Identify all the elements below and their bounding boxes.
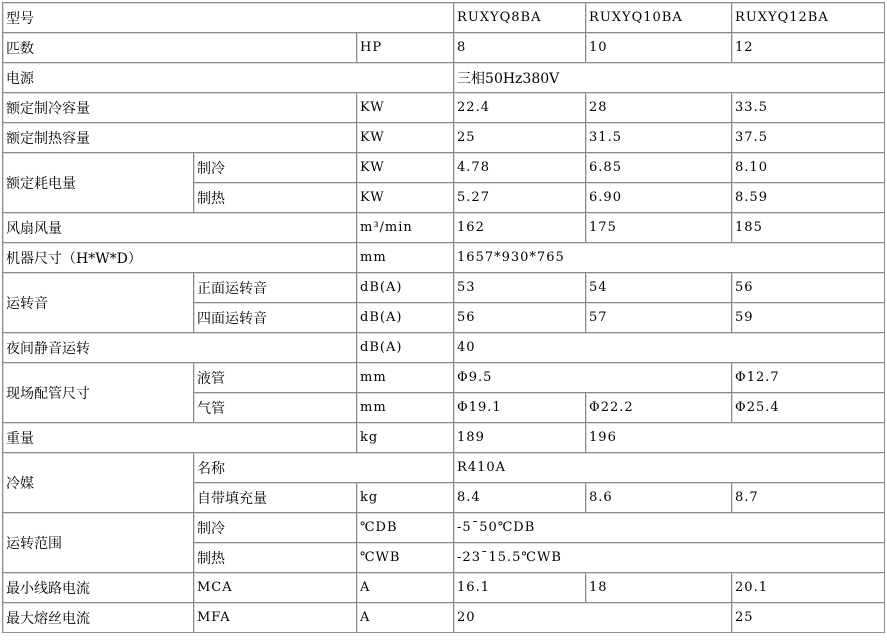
hp-value-3: 12 <box>732 33 885 63</box>
mfa-label: 最大熔丝电流 <box>3 603 194 633</box>
noise-four-value-3: 59 <box>732 303 885 333</box>
refrigerant-label: 冷媒 <box>3 453 194 513</box>
refrigerant-charge-unit: kg <box>357 483 454 513</box>
model-2: RUXYQ10BA <box>586 3 732 33</box>
piping-gas-value-3: Φ25.4 <box>732 393 885 423</box>
mfa-unit: A <box>357 603 454 633</box>
dimensions-unit: mm <box>357 243 454 273</box>
airflow-label: 风扇风量 <box>3 213 357 243</box>
power-use-heating-value-2: 6.90 <box>586 183 732 213</box>
range-label: 运转范围 <box>3 513 194 573</box>
mca-value-3: 20.1 <box>732 573 885 603</box>
noise-four-value-2: 57 <box>586 303 732 333</box>
table-row-refrigerant-name <box>3 453 885 483</box>
table-row-power-use-cooling <box>3 153 885 183</box>
table-row-mca <box>3 573 885 603</box>
heat-cap-unit: KW <box>357 123 454 153</box>
hp-value-2: 10 <box>586 33 732 63</box>
mca-code: MCA <box>194 573 357 603</box>
mfa-value-1: 20 <box>454 603 732 633</box>
range-heating-label: 制热 <box>194 543 357 573</box>
airflow-unit: m³/min <box>357 213 454 243</box>
night-value: 40 <box>454 333 885 363</box>
piping-liquid-unit: mm <box>357 363 454 393</box>
range-cooling-label: 制冷 <box>194 513 357 543</box>
airflow-value-3: 185 <box>732 213 885 243</box>
table-row-model <box>3 3 885 33</box>
noise-front-label: 正面运转音 <box>194 273 357 303</box>
refrigerant-name-label: 名称 <box>194 453 454 483</box>
hp-value-1: 8 <box>454 33 586 63</box>
cool-cap-value-1: 22.4 <box>454 93 586 123</box>
table-row-noise-front <box>3 273 885 303</box>
airflow-value-1: 162 <box>454 213 586 243</box>
piping-label: 现场配管尺寸 <box>3 363 194 423</box>
piping-liquid-label: 液管 <box>194 363 357 393</box>
night-label: 夜间静音运转 <box>3 333 357 363</box>
range-heating-value: -23¯15.5℃WB <box>454 543 885 573</box>
refrigerant-charge-value-3: 8.7 <box>732 483 885 513</box>
table-row-range-cooling <box>3 513 885 543</box>
hp-label: 匹数 <box>3 33 357 63</box>
refrigerant-name-value: R410A <box>454 453 885 483</box>
power-value: 三相50Hz380V <box>454 63 885 93</box>
piping-gas-label: 气管 <box>194 393 357 423</box>
airflow-value-2: 175 <box>586 213 732 243</box>
noise-front-value-2: 54 <box>586 273 732 303</box>
power-use-heating-label: 制热 <box>194 183 357 213</box>
weight-value-2: 196 <box>586 423 885 453</box>
mfa-value-2: 25 <box>732 603 885 633</box>
table-row-cool-cap <box>3 93 885 123</box>
table-row-heat-cap <box>3 123 885 153</box>
weight-value-1: 189 <box>454 423 586 453</box>
power-use-cooling-value-2: 6.85 <box>586 153 732 183</box>
dimensions-label: 机器尺寸（H*W*D） <box>3 243 357 273</box>
heat-cap-value-1: 25 <box>454 123 586 153</box>
spec-table <box>2 2 885 633</box>
mca-unit: A <box>357 573 454 603</box>
power-use-heating-value-1: 5.27 <box>454 183 586 213</box>
weight-unit: kg <box>357 423 454 453</box>
mca-value-2: 18 <box>586 573 732 603</box>
table-row-mfa <box>3 603 885 633</box>
range-cooling-unit: ℃DB <box>357 513 454 543</box>
power-use-label: 额定耗电量 <box>3 153 194 213</box>
table-row-hp <box>3 33 885 63</box>
heat-cap-label: 额定制热容量 <box>3 123 357 153</box>
refrigerant-charge-value-2: 8.6 <box>586 483 732 513</box>
power-use-cooling-label: 制冷 <box>194 153 357 183</box>
table-row-airflow <box>3 213 885 243</box>
table-row-power <box>3 63 885 93</box>
mfa-code: MFA <box>194 603 357 633</box>
heat-cap-value-3: 37.5 <box>732 123 885 153</box>
refrigerant-charge-value-1: 8.4 <box>454 483 586 513</box>
piping-liquid-value-2: Φ12.7 <box>732 363 885 393</box>
heat-cap-value-2: 31.5 <box>586 123 732 153</box>
noise-front-unit: dB(A) <box>357 273 454 303</box>
noise-four-unit: dB(A) <box>357 303 454 333</box>
table-row-piping-liquid <box>3 363 885 393</box>
power-use-heating-value-3: 8.59 <box>732 183 885 213</box>
cool-cap-unit: KW <box>357 93 454 123</box>
refrigerant-charge-label: 自带填充量 <box>194 483 357 513</box>
noise-front-value-3: 56 <box>732 273 885 303</box>
weight-label: 重量 <box>3 423 357 453</box>
hp-unit: HP <box>357 33 454 63</box>
night-unit: dB(A) <box>357 333 454 363</box>
table-row-weight <box>3 423 885 453</box>
power-use-cooling-value-3: 8.10 <box>732 153 885 183</box>
cool-cap-value-3: 33.5 <box>732 93 885 123</box>
piping-liquid-value-1: Φ9.5 <box>454 363 732 393</box>
piping-gas-unit: mm <box>357 393 454 423</box>
table-row-dimensions <box>3 243 885 273</box>
range-heating-unit: ℃WB <box>357 543 454 573</box>
power-use-cooling-value-1: 4.78 <box>454 153 586 183</box>
dimensions-value: 1657*930*765 <box>454 243 885 273</box>
mca-value-1: 16.1 <box>454 573 586 603</box>
table-row-night <box>3 333 885 363</box>
model-1: RUXYQ8BA <box>454 3 586 33</box>
piping-gas-value-2: Φ22.2 <box>586 393 732 423</box>
power-use-cooling-unit: KW <box>357 153 454 183</box>
model-3: RUXYQ12BA <box>732 3 885 33</box>
cool-cap-label: 额定制冷容量 <box>3 93 357 123</box>
power-use-heating-unit: KW <box>357 183 454 213</box>
noise-four-value-1: 56 <box>454 303 586 333</box>
mca-label: 最小线路电流 <box>3 573 194 603</box>
model-label: 型号 <box>3 3 454 33</box>
noise-four-label: 四面运转音 <box>194 303 357 333</box>
cool-cap-value-2: 28 <box>586 93 732 123</box>
piping-gas-value-1: Φ19.1 <box>454 393 586 423</box>
noise-front-value-1: 53 <box>454 273 586 303</box>
power-label: 电源 <box>3 63 454 93</box>
range-cooling-value: -5¯50℃DB <box>454 513 885 543</box>
noise-label: 运转音 <box>3 273 194 333</box>
